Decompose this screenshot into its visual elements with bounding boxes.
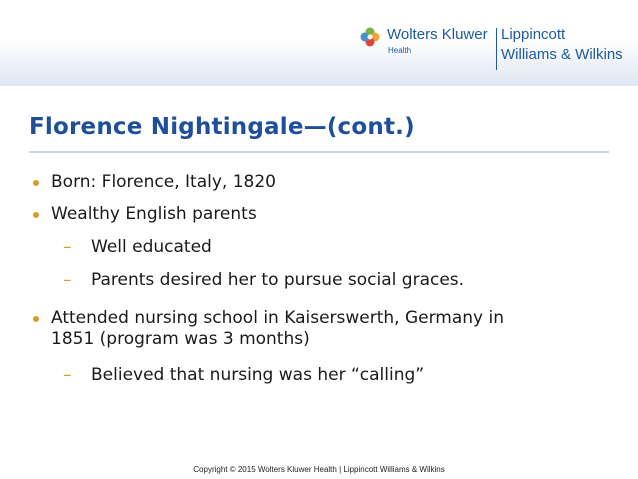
logo-partner-line2: Williams & Wilkins [501, 46, 623, 63]
logo-brand-text: Wolters Kluwer [387, 26, 488, 43]
sub-bullet-text: Believed that nursing was her “calling” [91, 365, 425, 385]
slide-title: Florence Nightingale—(cont.) [29, 114, 415, 140]
logo-partner-line1: Lippincott [501, 26, 566, 43]
bullet-marker [33, 316, 39, 322]
wolters-kluwer-flower-icon [359, 26, 381, 48]
logo-division-text: Health [388, 46, 412, 55]
sub-bullet-text: Parents desired her to pursue social graces. [91, 270, 465, 290]
sub-bullet-text: Well educated [91, 237, 212, 257]
sub-bullet-dash: – [63, 237, 72, 257]
bullet-marker [33, 212, 39, 218]
logo-divider [496, 28, 497, 70]
publisher-logo [359, 22, 629, 66]
bullet-text: Wealthy English parents [51, 204, 257, 224]
title-underline [29, 151, 609, 153]
copyright-footer: Copyright © 2015 Wolters Kluwer Health | Lippincott Williams & Wilkins [193, 465, 445, 474]
bullet-marker [33, 180, 39, 186]
sub-bullet-dash: – [63, 365, 72, 385]
bullet-text-line2: 1851 (program was 3 months) [51, 329, 310, 349]
sub-bullet-dash: – [63, 270, 72, 290]
bullet-text: Born: Florence, Italy, 1820 [51, 172, 276, 192]
bullet-text-line1: Attended nursing school in Kaiserswerth, Germany in [51, 308, 505, 328]
